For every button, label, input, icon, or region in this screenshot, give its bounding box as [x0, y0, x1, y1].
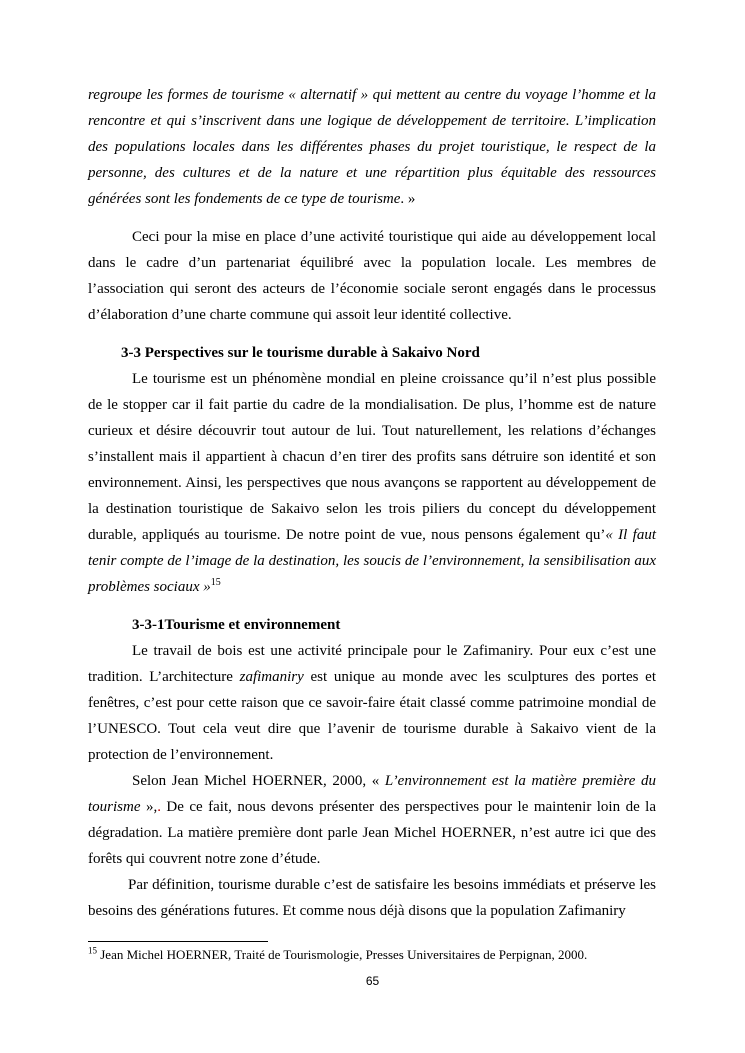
paragraph-text: De ce fait, nous devons présenter des perspectives pour le maintenir loin de la dégradation. La matière première dont parle Jean Michel HOERNER, n’est autre ici que des forêts qui couvrent notre zone d’étude. [88, 799, 657, 867]
paragraph-hoerner [88, 768, 656, 872]
paragraph-text: Le tourisme est un phénomène mondial en pleine croissance qu’il n’est plus possible de le stopper car il fait partie du cadre de la mondialisation. De plus, l’homme est de nature curieux et désire découvrir tout autour de lui. Tout naturellement, les relations d’échanges s’installent mais il appartient à chacun d’en tirer des profits sans détruire son identité et son environnement. Ainsi, les perspectives que nous avançons se rapportent au développement de la destination touristique de Sakaivo selon les trois piliers du concept du développement durable, appliqués au tourisme. De notre point de vue, nous pensons également qu’ [88, 371, 656, 543]
section-heading-3-3: 3-3 Perspectives sur le tourisme durable à Sakaivo Nord [121, 345, 480, 361]
quote-end: . » [400, 191, 416, 207]
paragraph-text: Selon Jean Michel HOERNER, 2000, « [132, 773, 385, 789]
paragraph-text: est unique au monde avec les sculptures des portes et fenêtres, c’est pour cette raison que ce savoir-faire était classé comme patrimoine mondial de l’UNESCO. Tout cela veut dire que l’avenir de tourisme durable à Sakaivo vient de la protection de l’environnement. [88, 669, 657, 763]
paragraph-text: Le travail de bois est une activité principale pour le Zafimaniry. Pour eux c’est une tradition. L’architecture [88, 643, 656, 685]
inline-quote: « Il faut tenir compte de l’image de la destination, les soucis de l’environnement, la sensibilisation aux problèmes sociaux » [88, 527, 656, 595]
paragraph-wood-work [88, 638, 656, 768]
section-heading-3-3-1: 3-3-1Tourisme et environnement [132, 617, 341, 633]
paragraph-local-development: Ceci pour la mise en place d’une activité touristique qui aide au développement local dans le cadre d’un partenariat équilibré avec la population locale. Les membres de l’association qui seront des acteurs de l’économie sociale seront engagés dans le processus d’élaboration d’une charte commune qui assoit leur identité collective. [88, 229, 656, 323]
page-number: 65 [365, 974, 380, 988]
footnote-reference: 15 [210, 577, 221, 588]
page-body [88, 82, 656, 924]
red-dot: . [157, 799, 161, 815]
emphasis-zafimaniry: zafimaniry [239, 669, 304, 685]
paragraph-text: », [140, 799, 158, 815]
footnote-divider [88, 941, 268, 942]
paragraph-tourism-phenomenon [88, 366, 656, 600]
footnote-text: Jean Michel HOERNER, Traité de Tourismologie, Presses Universitaires de Perpignan, 2000. [97, 947, 588, 962]
footnote [88, 946, 656, 964]
inline-quote: L’environnement est la matière première du tourisme [88, 773, 656, 815]
quote-text: regroupe les formes de tourisme « alternatif » qui mettent au centre du voyage l’homme et la rencontre et qui s’inscrivent dans une logique de développement de territoire. L’implication des populations locales dans les différentes phases du projet touristique, le respect de la personne, des cultures et de la nature et une répartition plus équitable des ressources générées sont les fondements de ce type de tourisme [88, 87, 656, 207]
footnote-number: 15 [88, 945, 97, 956]
quote-continuation [88, 82, 656, 212]
paragraph-definition: Par définition, tourisme durable c’est de satisfaire les besoins immédiats et préserve les besoins des générations futures. Et comme nous déjà disons que la population Zafimaniry [88, 877, 656, 919]
